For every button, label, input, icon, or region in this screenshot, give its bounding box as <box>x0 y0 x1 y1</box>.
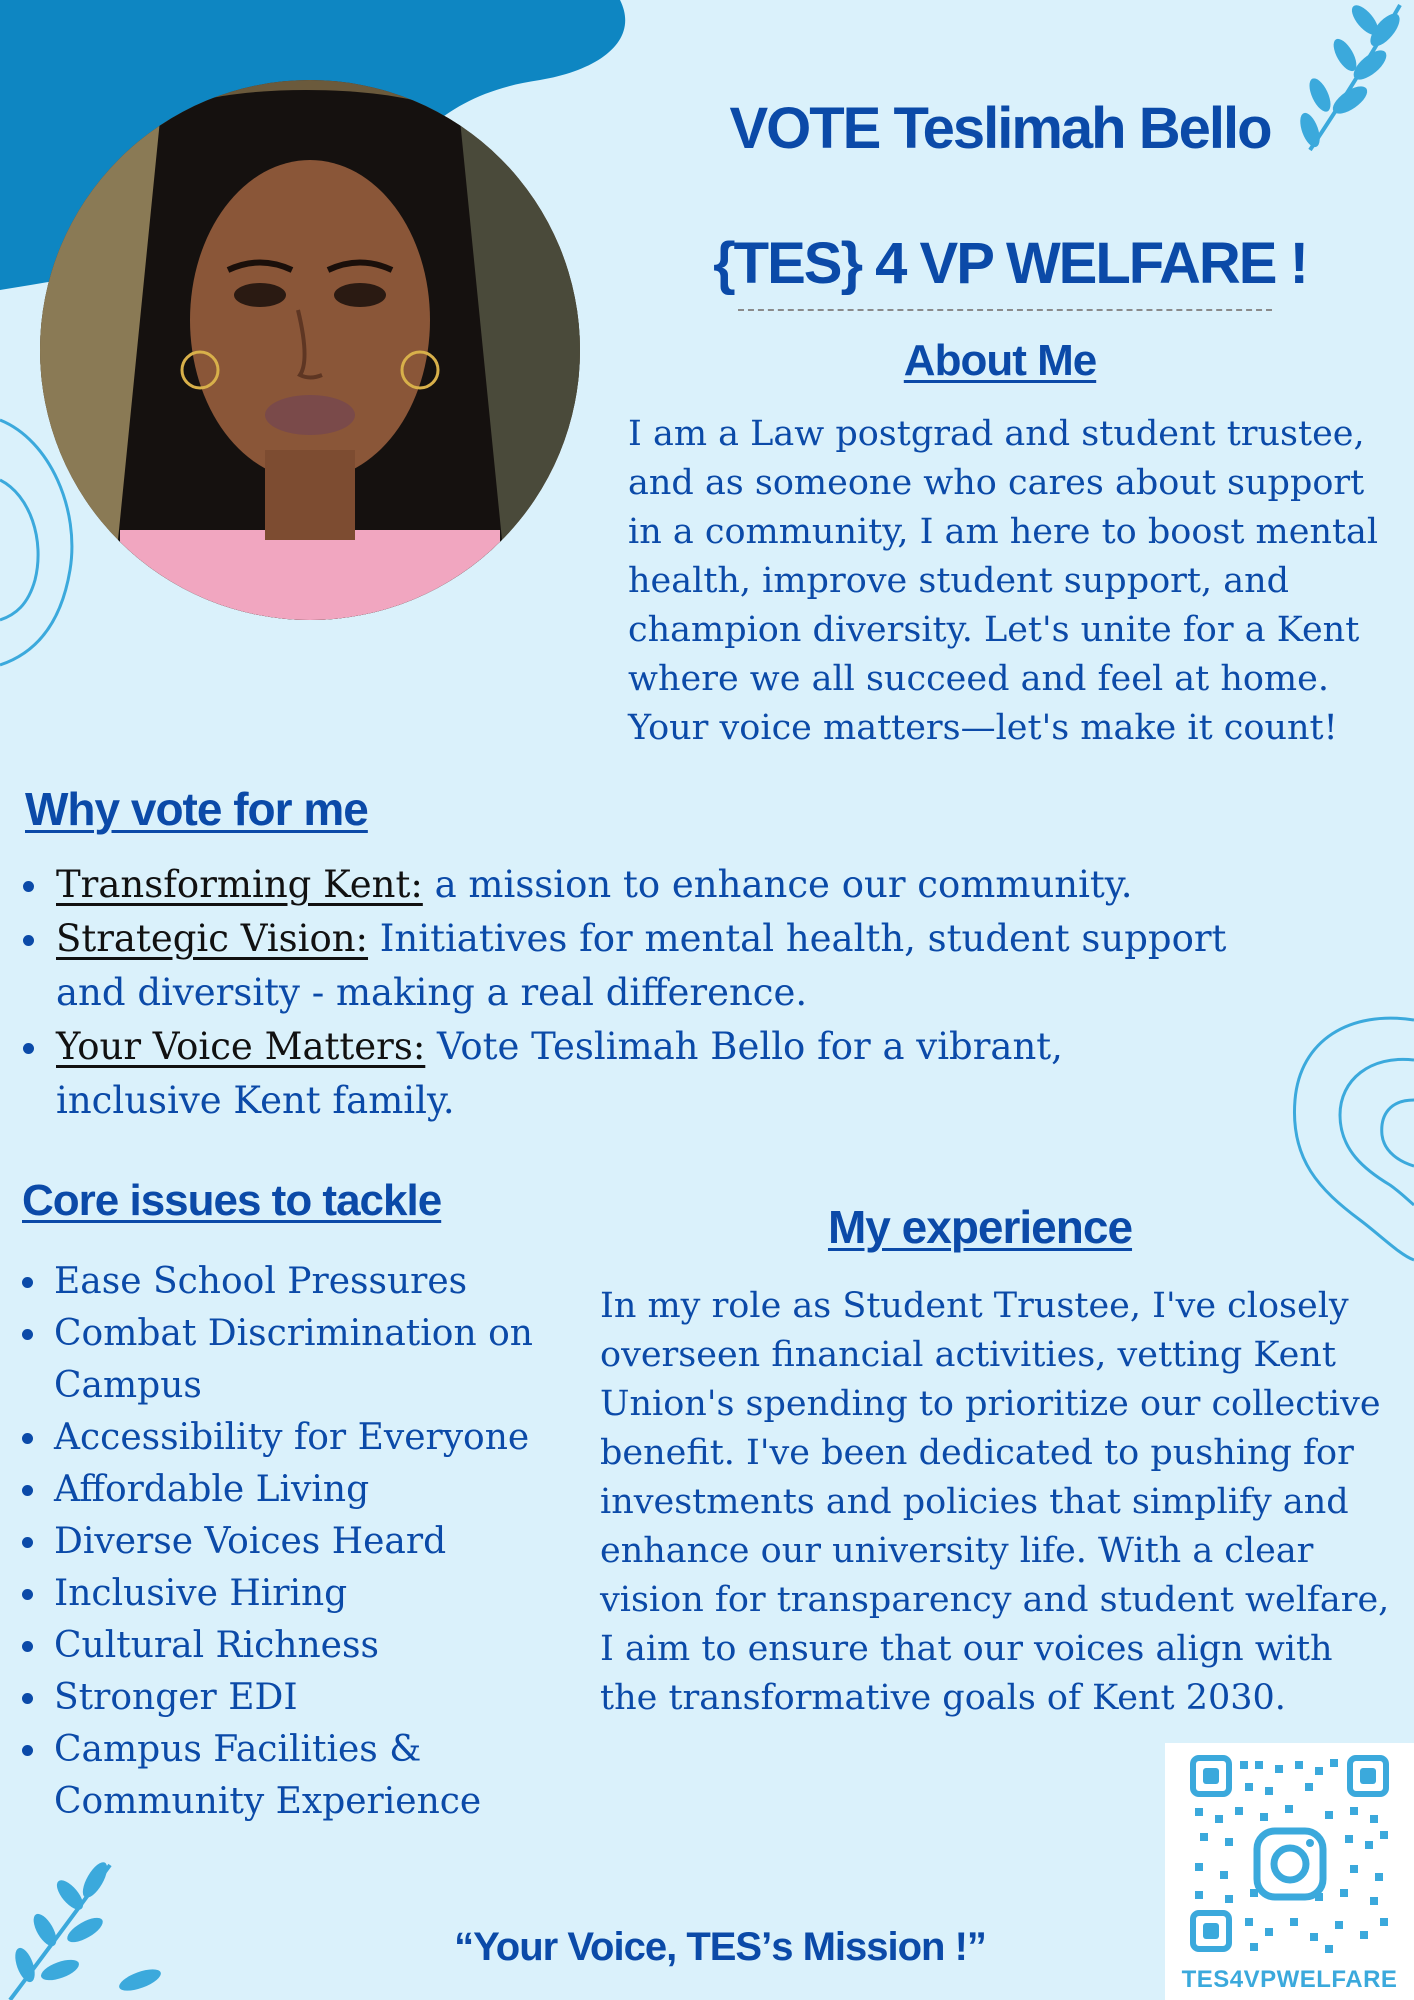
core-item: • Inclusive Hiring <box>50 1568 610 1620</box>
why-item-text: Vote Teslimah Bello for a vibrant, inclusive Kent family. <box>56 1025 1063 1122</box>
experience-heading: My experience <box>827 1201 1133 1253</box>
leaf-decoration-bottom-left <box>0 1850 170 2000</box>
why-item-lead: Strategic Vision: <box>56 917 369 960</box>
core-item: • Stronger EDI <box>50 1672 610 1724</box>
tagline: “Your Voice, TESʼs Mission !” <box>454 1925 986 1969</box>
core-item: • Diverse Voices Heard <box>50 1516 610 1568</box>
core-item: • Accessibility for Everyone <box>50 1412 610 1464</box>
core-item: • Cultural Richness <box>50 1620 610 1672</box>
qr-label: TES4VPWELFARE <box>1181 1966 1398 1993</box>
about-text: I am a Law postgrad and student trustee, and as someone who cares about support in a community, I am here to boost mental health, improve student support, and champion diversity. Let's unite for a Kent where we all succeed and feel at home. Your voice matters—let's make it count! <box>628 414 1379 748</box>
core-item: • Combat Discrimination on Campus <box>50 1308 610 1412</box>
experience-text: In my role as Student Trustee, I've closely overseen financial activities, vetting Kent Union's spending to prioritize our collective benefit. I've been dedicated to pushing for investments and policies that simplify and enhance our university life. With a clear vision for transparency and student welfare, I aim to ensure that our voices align with the transformative goals of Kent 2030. <box>600 1286 1390 1718</box>
why-list <box>10 858 1352 1128</box>
why-heading: Why vote for me <box>25 783 368 835</box>
about-heading: About Me <box>903 336 1097 385</box>
why-item-text: a mission to enhance our community. <box>422 863 1133 906</box>
why-item-text: Initiatives for mental health, student support and diversity - making a real difference. <box>56 917 1227 1014</box>
core-item: • Campus Facilities & Community Experience <box>50 1724 610 1828</box>
why-item-lead: Transforming Kent: <box>56 863 423 906</box>
why-item <box>52 858 1352 912</box>
why-item <box>52 912 1276 1020</box>
core-heading: Core issues to tackle <box>22 1176 442 1225</box>
core-item: • Ease School Pressures <box>50 1256 610 1308</box>
qr-code[interactable] <box>1165 1743 1414 2000</box>
title-line-1: VOTE Teslimah Bello <box>729 96 1271 161</box>
core-list <box>8 1256 610 1828</box>
why-item <box>52 1020 1136 1128</box>
core-item: • Affordable Living <box>50 1464 610 1516</box>
title-line-2: {TES} 4 VP WELFARE ! <box>713 231 1307 296</box>
title-divider <box>738 309 1272 311</box>
why-item-lead: Your Voice Matters: <box>56 1025 426 1068</box>
candidate-photo <box>40 80 580 620</box>
